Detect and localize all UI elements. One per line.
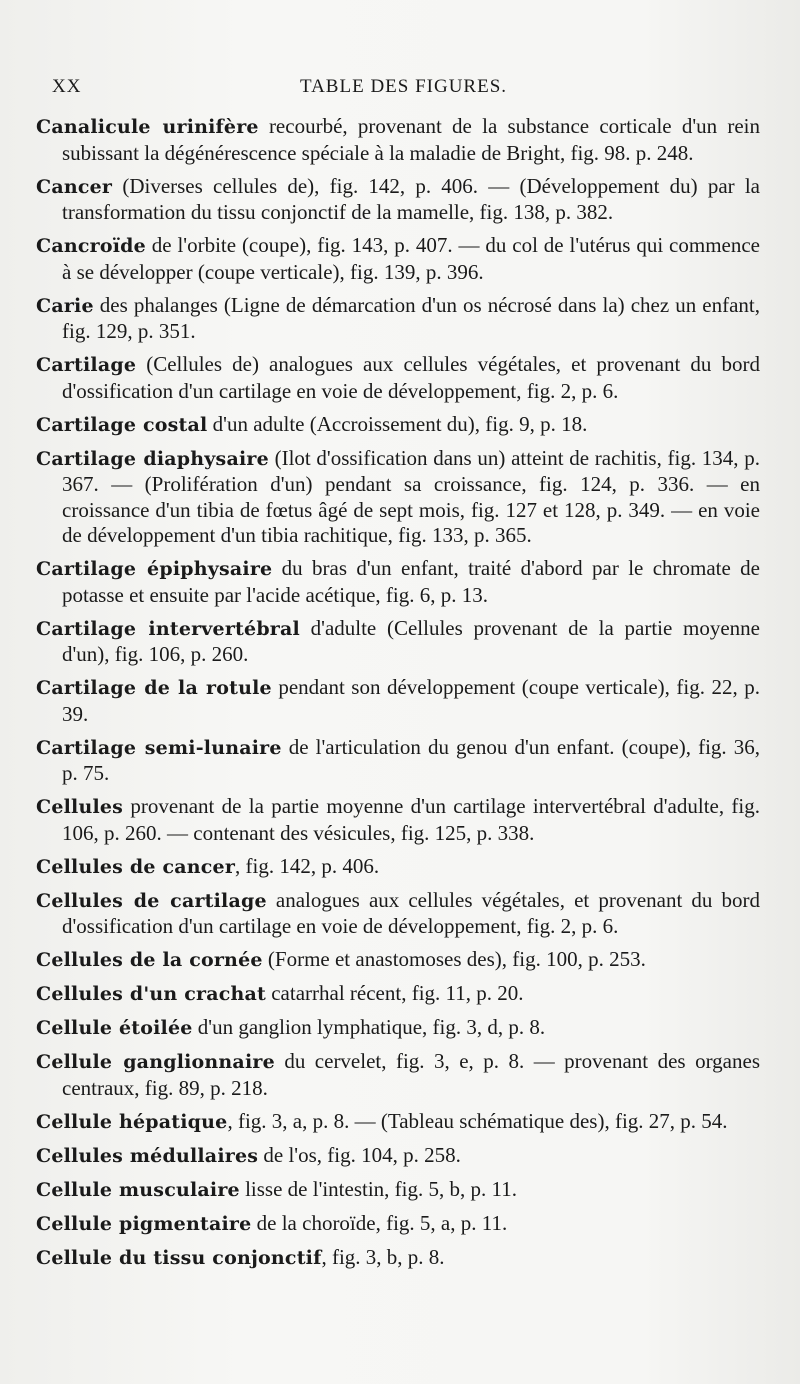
entry-headword: Cellule étoilée (36, 1017, 193, 1039)
entry-headword: Cartilage semi-lunaire (36, 736, 282, 759)
entry-headword: Cellule du tissu conjonctif (36, 1246, 322, 1269)
index-entry (36, 1049, 760, 1101)
entry-headword: Carie (36, 294, 94, 317)
index-entry (36, 293, 760, 345)
entry-headword: Cellule musculaire (36, 1178, 240, 1201)
index-entry (36, 1109, 760, 1136)
entry-text: recourbé, provenant de la substance corticale d'un rein subissant la dégénérescence spéciale à la maladie de Bright, fig. 98. p. 248. (62, 114, 761, 165)
entry-text: lisse de l'intestin, fig. 5, b, p. 11. (239, 1176, 517, 1201)
entry-headword: Cellules médullaires (36, 1144, 259, 1167)
index-entry (36, 854, 760, 881)
entry-text: de la choroïde, fig. 5, a, p. 11. (251, 1210, 508, 1235)
entry-text: analogues aux cellules végétales, et provenant du bord d'ossification d'un cartilage en voie de développement, fig. 2, p. 6. (62, 887, 760, 938)
entry-headword: Canalicule urinifère (36, 116, 259, 138)
entry-text: (Ilot d'ossification dans un) atteint de rachitis, fig. 134, p. 367. — (Prolifération d'un) pendant sa croissance, fig. 124, p. 336. — en croissance d'un tibia de fœtus âgé de sept mois, fig. 127 et 128, p. 349. — en voie de développement d'un tibia rachitique, fig. 133, p. 365. (62, 445, 761, 547)
index-entries (36, 114, 760, 1279)
entry-text: pendant son développement (coupe verticale), fig. 22, p. 39. (62, 675, 760, 726)
entry-headword: Cellules (36, 796, 124, 818)
entry-headword: Cartilage (36, 354, 137, 376)
entry-text: , fig. 3, b, p. 8. (321, 1244, 445, 1269)
entry-text: de l'articulation du genou d'un enfant. (coupe), fig. 36, p. 75. (62, 734, 760, 785)
index-entry (36, 1211, 760, 1238)
entry-text: d'un ganglion lymphatique, fig. 3, d, p. 8. (192, 1015, 546, 1039)
index-entry (36, 1143, 760, 1170)
index-entry (36, 1015, 760, 1042)
entry-headword: Cellules de la cornée (36, 949, 263, 971)
index-entry (36, 981, 760, 1008)
running-title: TABLE DES FIGURES. (300, 76, 508, 97)
entry-headword: Cancroïde (36, 235, 146, 257)
index-entry (36, 675, 760, 727)
index-entry (36, 556, 760, 608)
index-entry (36, 233, 760, 285)
entry-text: du cervelet, fig. 3, e, p. 8. — provenant des organes centraux, fig. 89, p. 218. (62, 1049, 760, 1100)
entry-text: de l'os, fig. 104, p. 258. (258, 1142, 461, 1167)
entry-headword: Cartilage intervertébral (36, 617, 300, 640)
entry-headword: Cellules de cancer (36, 855, 236, 878)
entry-headword: Cartilage costal (36, 413, 208, 436)
index-entry (36, 446, 760, 549)
index-entry (36, 735, 760, 787)
index-entry (36, 412, 760, 439)
index-entry (36, 888, 760, 940)
entry-text: catarrhal récent, fig. 11, p. 20. (265, 981, 524, 1005)
page-header (52, 76, 752, 100)
entry-text: provenant de la partie moyenne d'un cartilage intervertébral d'adulte, fig. 106, p. 260. — contenant des vésicules, fig. 125, p. 338. (62, 794, 760, 845)
entry-headword: Cellules de cartilage (36, 889, 267, 912)
index-entry (36, 1245, 760, 1272)
entry-text: du bras d'un enfant, traité d'abord par le chromate de potasse et ensuite par l'acide acétique, fig. 6, p. 13. (62, 556, 761, 607)
entry-headword: Cartilage épiphysaire (36, 558, 273, 580)
entry-text: , fig. 142, p. 406. (235, 853, 380, 878)
entry-text: (Diverses cellules de), fig. 142, p. 406. — (Développement du) par la transformation du tissu conjonctif de la mamelle, fig. 138, p. 382. (62, 173, 760, 224)
entry-text: de l'orbite (coupe), fig. 143, p. 407. — du col de l'utérus qui commence à se développer (coupe verticale), fig. 139, p. 396. (62, 233, 760, 284)
page-number: XX (52, 76, 82, 97)
entry-headword: Cartilage diaphysaire (36, 447, 269, 470)
index-entry (36, 947, 760, 974)
entry-text: d'un adulte (Accroissement du), fig. 9, p. 18. (207, 411, 588, 436)
index-entry (36, 1177, 760, 1204)
entry-headword: Cartilage de la rotule (36, 677, 272, 699)
entry-headword: Cellule pigmentaire (36, 1212, 252, 1235)
entry-text: d'adulte (Cellules provenant de la partie moyenne d'un), fig. 106, p. 260. (62, 615, 760, 666)
entry-headword: Cellule hépatique (36, 1110, 228, 1133)
entry-headword: Cellule ganglionnaire (36, 1051, 275, 1073)
entry-text: des phalanges (Ligne de démarcation d'un os nécrosé dans la) chez un enfant, fig. 129, p. 351. (62, 292, 760, 343)
index-entry (36, 794, 760, 846)
entry-headword: Cancer (36, 175, 113, 198)
index-entry (36, 352, 760, 404)
index-entry (36, 174, 760, 226)
entry-headword: Cellules d'un crachat (36, 983, 266, 1005)
entry-text: , fig. 3, a, p. 8. — (Tableau schématique des), fig. 27, p. 54. (227, 1108, 728, 1133)
entry-text: (Cellules de) analogues aux cellules végétales, et provenant du bord d'ossification d'un cartilage en voie de développement, fig. 2, p. 6. (62, 352, 760, 403)
entry-text: (Forme et anastomoses des), fig. 100, p. 253. (262, 947, 646, 971)
index-entry (36, 616, 760, 668)
index-entry (36, 114, 760, 166)
